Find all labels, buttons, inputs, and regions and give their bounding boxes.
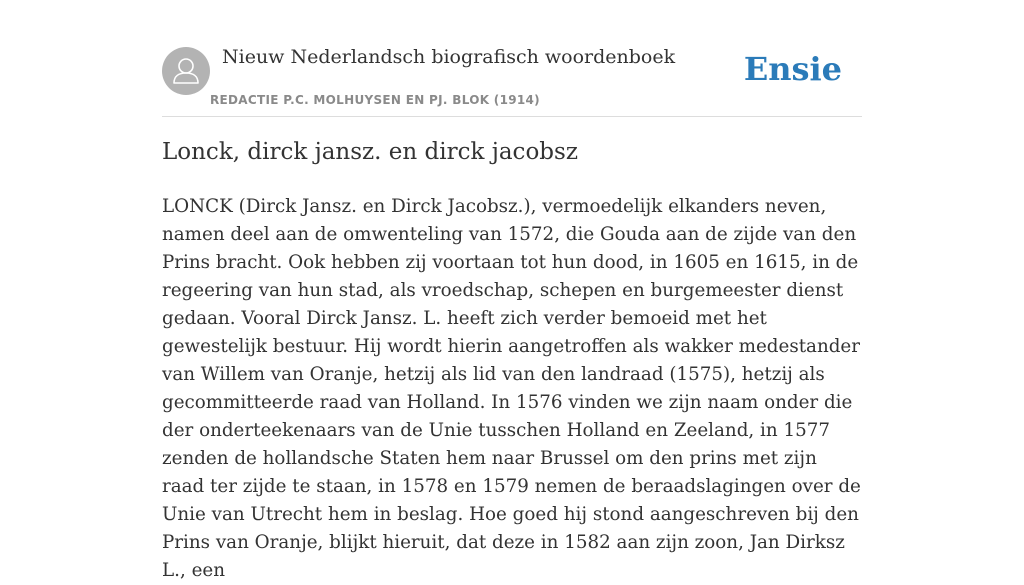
article-title: Lonck, dirck jansz. en dirck jacobsz xyxy=(162,139,578,165)
ensie-logo[interactable]: Ensie xyxy=(743,50,842,88)
source-title[interactable]: Nieuw Nederlandsch biografisch woordenboek xyxy=(222,46,676,68)
source-editors: REDACTIE P.C. MOLHUYSEN EN PJ. BLOK (1914) xyxy=(210,93,540,107)
article-body: LONCK (Dirck Jansz. en Dirck Jacobsz.), vermoedelijk elkanders neven, namen deel aan de omwenteling van 1572, die Gouda aan de zijde van den Prins bracht. Ook hebben zij voortaan tot hun dood, in 1605 en 1615, in de regeering van hun stad, als vroedschap, schepen en burgemeester dienst gedaan. Vooral Dirck Jansz. L. heeft zich verder bemoeid met het gewestelijk bestuur. Hij wordt hierin aangetroffen als wakker medestander van Willem van Oranje, hetzij als lid van den landraad (1575), hetzij als gecommitteerde raad van Holland. In 1576 vinden we zijn naam onder die der onderteekenaars van de Unie tusschen Holland en Zeeland, in 1577 zenden de hollandsche Staten hem naar Brussel om den prins met zijn raad ter zijde te staan, in 1578 en 1579 nemen de beraadslagingen over de Unie van Utrecht hem in beslag. Hoe goed hij stond aangeschreven bij den Prins van Oranje, blijkt hieruit, dat deze in 1582 aan zijn zoon, Jan Dirksz L., een xyxy=(162,196,861,581)
source-header xyxy=(162,46,862,117)
user-icon[interactable] xyxy=(162,47,210,95)
